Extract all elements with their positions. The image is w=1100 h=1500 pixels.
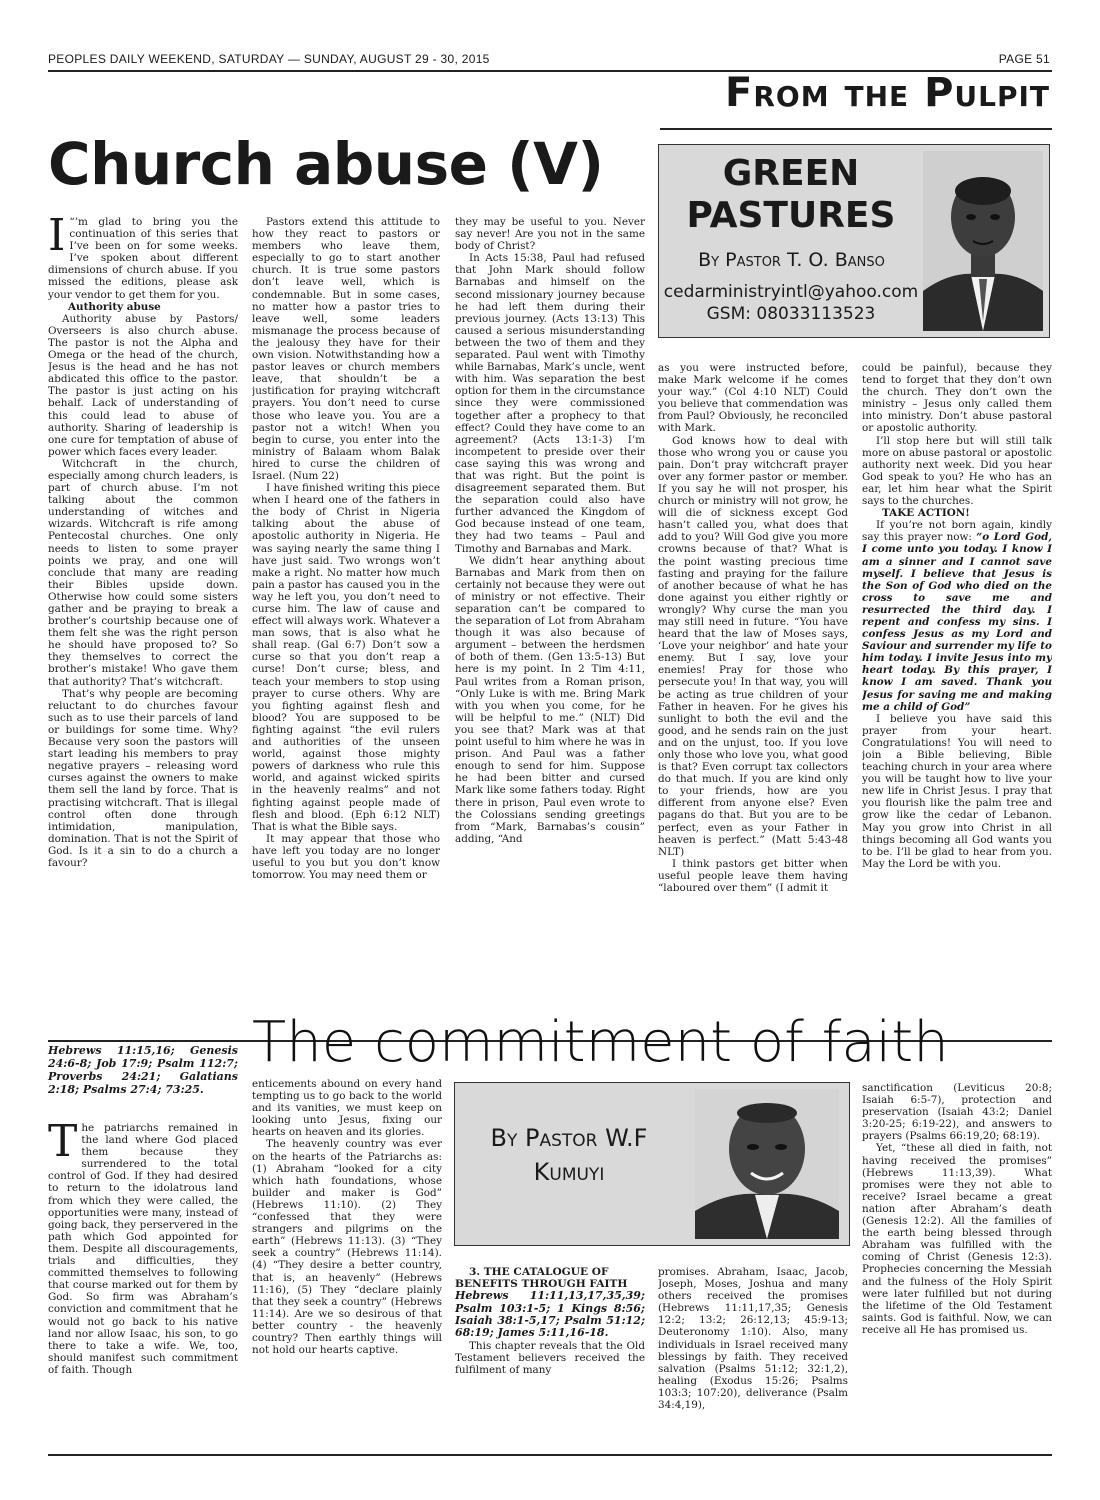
article-column-5: could be painful), because they tend to forget that they don’t own the church. They don’t own the ministry – Jesus only called them into ministry. Don’t abuse pastoral or apostolic authority. I’ll stop here but will still talk more on abuse pastoral or apostolic authority next week. Did you hear God speak to you? He who has an ear, let him hear what the Spirit says to the churches. TAKE ACTION! If you’re not born again, kindly say this prayer now: “o Lord God, I come unto you today. I know I am a sinner and I cannot save myself. I believe that Jesus is the Son of God who died on the cross to save me and resurrected the third day. I repent and confess my sins. I confess Jesus as my Lord and Saviour and surrender my life to him today. I invite Jesus into my heart today. By this prayer, I know I am saved. Thank you Jesus for saving me and making me a child of God” I believe you have said this prayer from your heart. Congratulations! You will need to join a Bible believing, Bible teaching church in your area where you will be taught how to live your new life in Christ Jesus. I pray that you flourish like the palm tree and grow like the cedar of Lebanon. May you grow into Christ in all things becoming all God wants you to be. I’ll be glad to hear from you. May the Lord be with you.: [862, 362, 1052, 870]
article-title: Church abuse (V): [48, 130, 604, 198]
masthead: PEOPLES DAILY WEEKEND, SATURDAY — SUNDAY, AUGUST 29 - 30, 2015: [48, 52, 490, 66]
phone-number: GSM: 08033113523: [706, 304, 876, 324]
pastor-kumuyi-portrait-icon: [695, 1089, 839, 1239]
column-byline: By Pastor T. O. Banso: [698, 249, 885, 271]
pastor-banso-portrait-icon: [923, 151, 1043, 331]
article-column-4: as you were instructed before, make Mark welcome if he comes your way.” (Col 4:10 NLT) Could you believe that commendation was from Paul? Obviously, he reconciled with Mark. God knows how to deal with those who wrong you or cause you pain. Don’t pray witchcraft prayer over any former pastor or member. If you say he will not prosper, his church or ministry will not grow, he will die of sickness except God hasn’t called you, what does that add to you? Will God give you more crowns because of that? What is the point wasting precious time fasting and praying for the failure of another because of what he has done against you either rightly or wrongly? Why curse the man you may still need in future. “You have heard that the law of Moses says, ‘Love your neighbor’ and hate your enemy. But I say, love your enemies! Pray for those who persecute you! In that way, you will be acting as true children of your Father in heaven. For he gives his sunlight to both the evil and the good, and he sends rain on the just and on the unjust, too. If you love only those who love you, what good is that? Even corrupt tax collectors do that much. If you are kind only to your friends, how are you different from anyone else? Even pagans do that. But you are to be perfect, even as your Father in heaven is perfect.” (Matt 5:43-48 NLT) I think pastors get bitter when useful people leave them having “laboured over them” (I admit it: [658, 362, 848, 895]
article-column-4: promises. Abraham, Isaac, Jacob, Joseph, Moses, Joshua and many others received the promises (Hebrews 11:11,17,35; Genesis 12:2; 13:2; 26:12,13; 45:9-13; Deuteronomy 1:10). Also, many individuals in Israel received many blessings by faith. They received salvation (Psalms 51:12; 32:1,2), healing (Exodus 15:26; Psalms 103:3; 107:20), deliverance (Psalm 34:4,19),: [658, 1266, 848, 1412]
bible-references: Hebrews 11:15,16; Genesis 24:6-8; Job 17:9; Psalm 112:7; Proverbs 24:21; Galatians 2:18; Psalms 27:4; 73:25.: [48, 1044, 238, 1096]
article-column-1: “ I ’m glad to bring you the continuation of this series that I’ve been on for some weeks. I’ve spoken about different dimensions of church abuse. If you missed the editions, please ask your vendor to get them for you. Authority abuse Authority abuse by Pastors/ Overseers is also church abuse. The pastor is not the Alpha and Omega or the head of the church, Jesus is the head and he has not abdicated this office to the pastor. The pastor is just acting on his behalf. Lack of understanding of this could lead to abuse of authority. Sharing of leadership is one cure for temptation of abuse of power which faces every leader. Witchcraft in the church, especially among church leaders, is part of church abuse. I’m not talking about the common understanding of witches and wizards. Witchcraft is rife among Pentecostal churches. One only needs to listen to some prayer points we pray, and one will conclude that many are reading their Bibles upside down. Otherwise how could some sisters gather and be praying to break a brother’s courtship because one of them felt she was the right person he should have proposed to? So they themselves to correct the brother’s mistake! Who gave them that authority? That’s witchcraft. That’s why people are becoming reluctant to do churches favour such as to use their parcels of land or buildings for some time. Why? Because very soon the pastors will start leading his members to pray negative prayers – releasing word curses against the owners to make them sell the land by force. That is practising witchcraft. That is illegal control often done through intimidation, manipulation, domination. That is not the Spirit of God. Is it a sin to do a church a favour?: [48, 216, 238, 869]
section-heading: 3. THE CATALOGUE OF BENEFITS THROUGH FAITH: [455, 1266, 628, 1291]
drop-cap: I: [48, 216, 66, 261]
drop-cap: T: [48, 1122, 78, 1167]
article-column-2: Pastors extend this attitude to how they react to pastors or members who leave them, especially to go to start another church. It is true some pastors don’t leave well, which is condemnable. But in some cases, no matter how a pastor tries to leave well, some leaders mismanage the process because of the jealousy they have for their own vision. Notwithstanding how a pastor leaves or church members leave, that shouldn’t be a justification for praying witchcraft prayers. You don’t need to curse those who leave you. You are a pastor not a witch! When you begin to curse, you enter into the ministry of Balaam whom Balak hired to curse the children of Israel. (Num 22) I have finished writing this piece when I heard one of the fathers in the body of Christ in Nigeria talking about the abuse of apostolic authority in Nigeria. He was saying nearly the same thing I have just said. Two wrongs won’t make a right. No matter how much pain a pastor has caused you in the way he left you, you don’t need to curse him. The law of cause and effect will always work. Whatever a man sows, that is also what he shall reap. (Gal 6:7) Don’t sow a curse so that you don’t reap a curse! Don’t curse; bless, and teach your members to stop using prayer to curse others. Why are you fighting against flesh and blood? You are supposed to be fighting against “the evil rulers and authorities of the unseen world, against those mighty powers of darkness who rule this world, and against wicked spirits in the heavenly realms” and not fighting against people made of flesh and blood. (Eph 6:12 NLT) That is what the Bible says. It may appear that those who have left you today are no longer useful to you but you don’t know tomorrow. You may need them or: [252, 216, 440, 882]
article-column-2: enticements abound on every hand tempting us to go back to the world and its vanities, we must keep on looking unto Jesus, fixing our hearts on heaven and its glories. The heavenly country was ever on the hearts of the Patriarchs as: (1) Abraham “looked for a city which hath foundations, whose builder and maker is God” (Hebrews 11:10). (2) They “confessed that they were strangers and pilgrims on the earth” (Hebrews 11:13). (3) “They seek a country” (Hebrews 11:14). (4) “They desire a better country, that is, an heavenly” (Hebrews 11:16), (5) They “declare plainly that they seek a country” (Hebrews 11:14). Are we so desirous of that better country - the heavenly country? Then earthly things will not hold our hearts captive.: [252, 1078, 442, 1357]
article-column-3: 3. THE CATALOGUE OF BENEFITS THROUGH FAITH Hebrews 11:11,13,17,35,39; Psalm 103:1-5; 1 Kings 8:56; Isaiah 38:1-5,17; Psalm 51:12; 68:19; James 5:11,16-18. This chapter reveals that the Old Testament believers received the fulfilment of many: [455, 1266, 645, 1376]
bible-references: Hebrews 11:11,13,17,35,39; Psalm 103:1-5; 1 Kings 8:56; Isaiah 38:1-5,17; Psalm 51:12; 68:19; James 5:11,16-18.: [455, 1289, 645, 1340]
green-pastures-box: [658, 144, 1050, 338]
article-title: The commitment of faith: [252, 1010, 949, 1075]
subheading: Authority abuse: [68, 300, 161, 313]
byline-box: [454, 1082, 850, 1246]
section-rule: [660, 128, 1052, 130]
prayer-text: “o Lord God, I come unto you today. I know I am a sinner and I cannot save myself. I believe that Jesus is the Son of God who died on the cross to save me and resurrected the third day. I repent and confess my sins. I confess Jesus as my Lord and Saviour and surrender my life to him today. I invite Jesus into my heart today. By this prayer, I know I am saved. Thank you Jesus for saving me and making me a child of God”: [862, 531, 1052, 713]
section-title: From the Pulpit: [725, 70, 1050, 116]
column-byline: By Pastor W.F Kumuyi: [490, 1124, 648, 1186]
column-title: GREEN PASTURES: [686, 153, 896, 236]
page-number: PAGE 51: [998, 52, 1050, 66]
article-column-3: they may be useful to you. Never say never! Are you not in the same body of Christ? In Acts 15:38, Paul had refused that John Mark should follow Barnabas and himself on the second missionary journey because he had left them during their previous journey. (Acts 13:13) This caused a serious misunderstanding between the two of them and they separated. Paul went with Timothy while Barnabas, Mark’s uncle, went with him. Was separation the best option for them in the circumstance since they were commissioned together after a prophecy to that effect? Could they have come to an agreement? (Acts 13:1-3) I’m incompetent to preside over their case saying this was wrong and that was right. But the point is disagreement separated them. But the separation could also have further advanced the Kingdom of God because instead of one team, they had two teams – Paul and Timothy and Barnabas and Mark. We didn’t hear anything about Barnabas and Mark from then on certainly not because they were out of ministry or not effective. Their separation can’t be compared to the separation of Lot from Abraham though it was also because of argument – between the herdsmen of both of them. (Gen 13:5-13) But here is my point. In 2 Tim 4:11, Paul writes from a Roman prison, “Only Luke is with me. Bring Mark with you when you come, for he will be helpful to me.” (NLT) Did you see that? Mark was at that point useful to him where he was in prison. And Paul was a father enough to send for him. Suppose he had been bitter and cursed Mark like some fathers today. Right there in prison, Paul even wrote to the Colossians sending greetings from “Mark, Barnabas’s cousin” adding, “And: [455, 216, 645, 845]
article-column-5: sanctification (Leviticus 20:8; Isaiah 6:5-7), protection and preservation (Isaiah 43:2; Daniel 3:20-25; 6:19-22), and answers to prayers (Psalms 66:19,20; 68:19). Yet, “these all died in faith, not having received the promises” (Hebrews 11:13,39). What promises were they not able to receive? Israel became a great nation after Abraham’s death (Genesis 12:2). All the families of the earth being blessed through Abraham was fulfilled with the coming of Christ (Genesis 12:3). Prophecies concerning the Messiah and the fulness of the Holy Spirit were later fulfilled but not during the lifetime of the Old Testament saints. God is faithful. Now, we can receive all He has promised us.: [862, 1082, 1052, 1336]
subheading: TAKE ACTION!: [882, 507, 970, 520]
email-address: cedarministryintl@yahoo.com: [663, 282, 919, 302]
footer-rule: [48, 1454, 1052, 1456]
contact-info: [661, 281, 921, 325]
article-column-1: The patriarchs remained in the land where God placed them because they surrendered to the total control of God. If they had desired to return to the idolatrous land from which they were called, the opportunities were many, instead of going back, they perservered in the path which God appointed for them. Despite all discouragements, trials and difficulties, they committed themselves to following that course marked out for them by God. So firm was Abraham’s conviction and commitment that he would not go back to his native land nor allow Isaac, his son, to go there to take a wife. We, too, should manifest such commitment of faith. Though: [48, 1122, 238, 1376]
